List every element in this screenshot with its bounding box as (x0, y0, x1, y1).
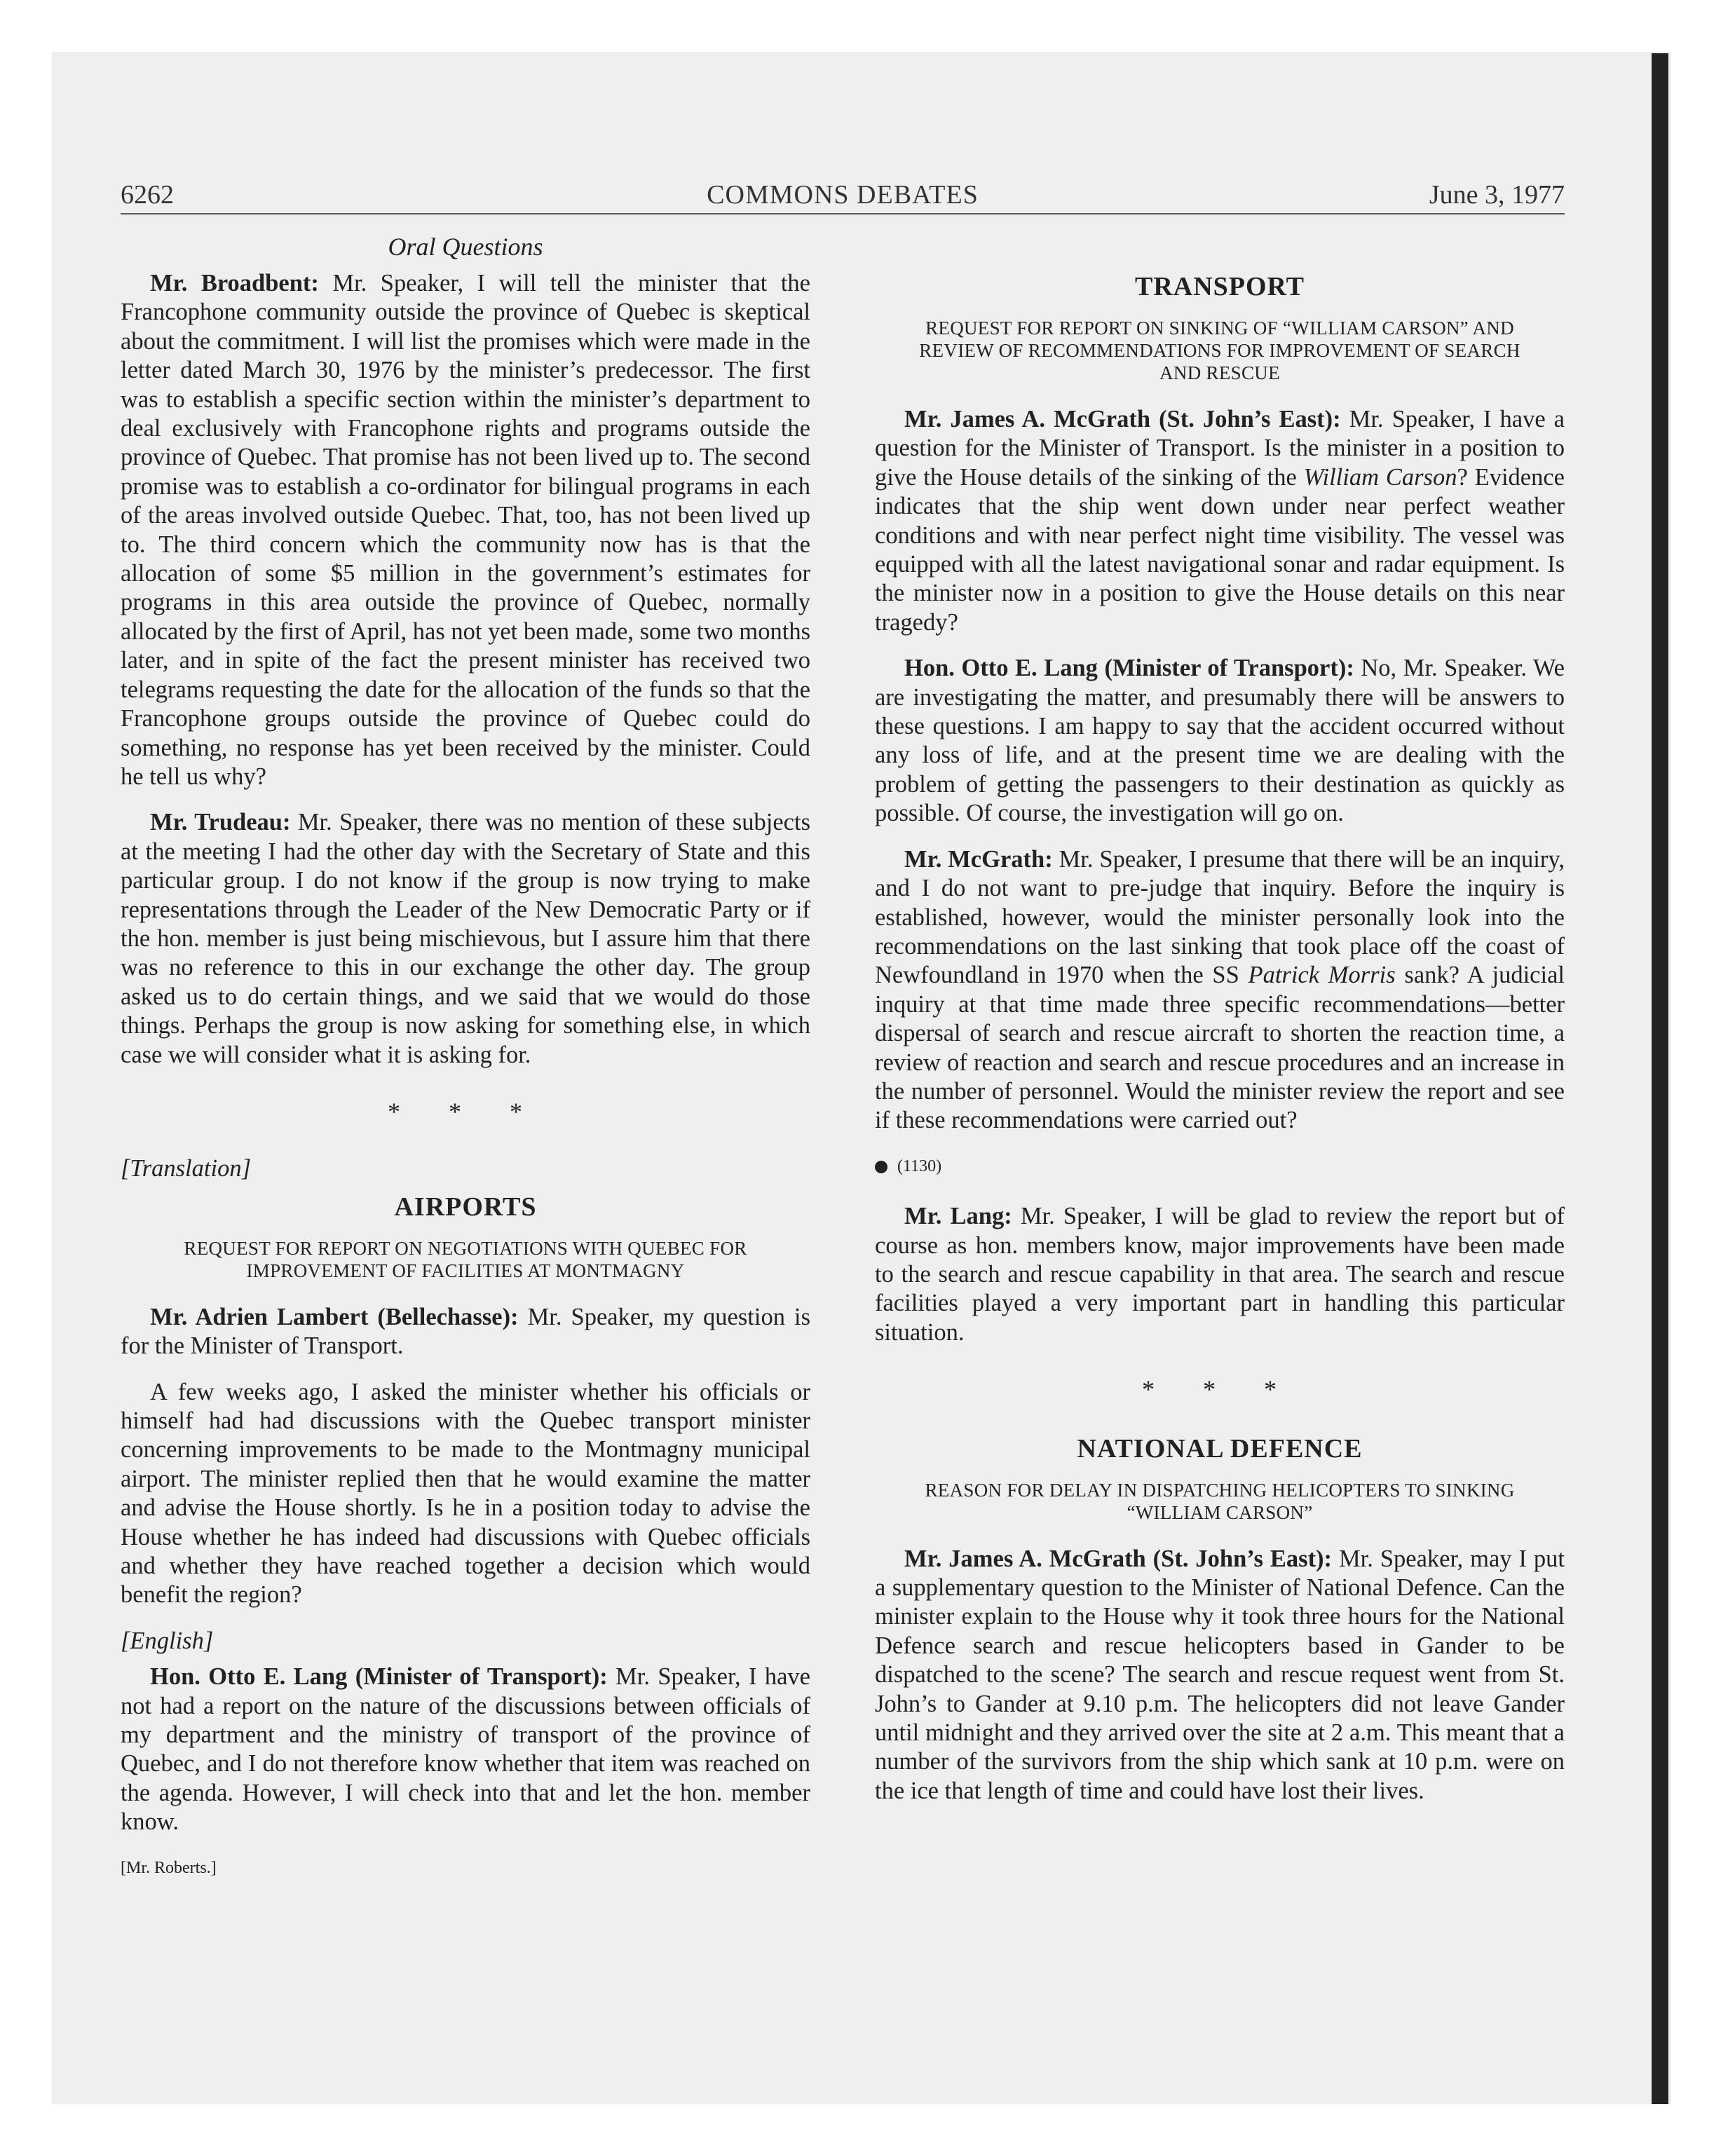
speech-text: sank? A judicial inquiry at that time made three specific recommendations—better dispersal of search and rescue aircraft to shorten the reaction time, a review of reaction and search and rescue procedures and an increase in the number of personnel. Would the minister review the report and see if these recommendations were carried out? (875, 962, 1565, 1134)
speaker-name: Mr. Trudeau: (150, 809, 291, 836)
paragraph (121, 1303, 810, 1361)
language-note: [English] (121, 1627, 214, 1654)
speaker-name: Hon. Otto E. Lang (Minister of Transport): (150, 1663, 608, 1691)
page-number: 6262 (121, 180, 174, 210)
speaker-name: Mr. Adrien Lambert (Bellechasse): (150, 1303, 519, 1330)
speech-text: Mr. Speaker, I have not had a report on the nature of the discussions between officials of my department and the ministry of transport of the province of Quebec, and I do not therefore know whether that item was reached on the agenda. However, I will check into that and let the hon. member know. (121, 1663, 810, 1836)
bullet-dot-icon (875, 1161, 887, 1173)
header-rule (121, 213, 1565, 214)
section-subheading: REQUEST FOR REPORT ON NEGOTIATIONS WITH QUEBEC FOR IMPROVEMENT OF FACILITIES AT MONTMAGNY (184, 1237, 747, 1281)
paragraph (875, 845, 1565, 1135)
paragraph (875, 1202, 1565, 1347)
paragraph (875, 654, 1565, 828)
section-subheading: REASON FOR DELAY IN DISPATCHING HELICOPTERS TO SINKING “WILLIAM CARSON” (925, 1479, 1515, 1523)
page-edge-shadow (1652, 53, 1668, 2104)
speaker-name: Mr. Lang: (904, 1203, 1012, 1230)
ship-name: Patrick Morris (1248, 962, 1396, 989)
speech-text: Mr. Speaker, I have a question for the Minister of Transport. Is the minister in a position to give the House details of the sinking of the (875, 406, 1565, 491)
paragraph (875, 405, 1565, 637)
speech-text: Mr. Speaker, may I put a supplementary question to the Minister of National Defence. Can the minister explain to the House why it took three hours for the National Defence search and rescue helicopters based in Gander to be dispatched to the scene? The search and rescue request went from St. John’s to Gander at 9.10 p.m. The helicopters did not leave Gander until midnight and they arrived over the site at 2 a.m. This meant that a number of the survivors from the ship which sank at 10 p.m. were on the ice that length of time and could have lost their lives. (875, 1545, 1565, 1804)
ship-name: William Carson (1303, 463, 1457, 491)
speech-text: Mr. Speaker, my question is for the Minister of Transport. (121, 1303, 811, 1360)
speech-text: No, Mr. Speaker. We are investigating the matter, and presumably there will be answers to these questions. I am happy to say that the accident occurred without any loss of life, and at the present time we are dealing with the problem of getting the passengers to their destination as quickly as possible. Of course, the investigation will go on. (875, 655, 1565, 827)
section-label: Oral Questions (388, 233, 543, 261)
speech-text: Mr. Speaker, I will be glad to review the report but of course as hon. members know, major improvements have been made to the search and rescue capability in that area. The search and rescue facilities played a very important part in handling this particular situation. (875, 1203, 1565, 1346)
speaker-name: Mr. James A. McGrath (St. John’s East): (904, 406, 1341, 432)
publication-date: June 3, 1977 (1429, 180, 1565, 210)
speech-text: Mr. Speaker, I will tell the minister that the Francophone community outside the province of Quebec is skeptical about the commitment. I will list the promises which were made in the letter dated March 30, 1976 by the minister’s predecessor. The first was to establish a specific section within the minister’s department to deal exclusively with Francophone rights and programs outside the province of Quebec. That promise has not been lived up to. The second promise was to establish a co-ordinator for bilingual programs in each of the areas involved outside Quebec. That, too, has not been lived up to. The third concern which the community now has is that the allocation of some $5 million in the government’s estimates for programs in this area outside the province of Quebec, normally allocated by the first of April, has not yet been made, some two months later, and in spite of the fact the present minister has received two telegrams requesting the date for the allocation of the funds so that the Francophone groups outside the province of Quebec could do something, no response has yet been received by the minister. Could he tell us why? (121, 270, 810, 790)
left-column (121, 231, 810, 1883)
speaker-name: Hon. Otto E. Lang (Minister of Transport): (904, 655, 1354, 682)
publication-title: COMMONS DEBATES (707, 180, 979, 210)
section-divider-stars: * * * (1142, 1375, 1298, 1404)
paragraph (121, 808, 810, 1070)
paragraph: A few weeks ago, I asked the minister whether his officials or himself had had discussions with the Quebec transport minister concerning improvements to be made to the Montmagny municipal airport. The minister replied then that he would examine the matter and advise the House shortly. Is he in a position today to advise the House whether he has indeed had discussions with Quebec officials and whether they have reached together a decision which would benefit the region? (121, 1378, 810, 1609)
timestamp-text: (1130) (897, 1157, 942, 1175)
section-heading: TRANSPORT (1134, 272, 1305, 301)
speech-text: Mr. Speaker, I presume that there will be an inquiry, and I do not want to pre-judge that inquiry. Before the inquiry is established, however, would the minister personally look into the recommendations on the last sinking that took place off the coast of Newfoundland in 1970 when the SS (875, 845, 1565, 989)
section-divider-stars: * * * (388, 1097, 543, 1126)
right-column (875, 231, 1565, 1822)
section-heading: NATIONAL DEFENCE (1077, 1433, 1363, 1464)
speech-text: ? Evidence indicates that the ship went down under near perfect weather conditions and with near perfect night time visibility. The vessel was equipped with all the latest navigational sonar and radar equipment. Is the minister now in a position to give the House details on this near tragedy? (875, 463, 1565, 636)
section-heading: AIRPORTS (394, 1192, 537, 1222)
timestamp (875, 1152, 1565, 1181)
translation-note: [Translation] (121, 1155, 251, 1182)
paragraph (121, 1663, 810, 1836)
section-subheading: REQUEST FOR REPORT ON SINKING OF “WILLIAM CARSON” AND REVIEW OF RECOMMENDATIONS FOR IMPROVEMENT OF SEARCH AND RESCUE (919, 318, 1520, 383)
speech-text: Mr. Speaker, there was no mention of these subjects at the meeting I had the other day with the Secretary of State and this particular group. I do not know if the group is now trying to make representations through the Leader of the New Democratic Party or if the hon. member is just being mischievous, but I assure him that there was no reference to this in our exchange the other day. The group asked us to do certain things, and we said that we would do those things. Perhaps the group is now asking for something else, in which case we will consider what it is asking for. (121, 809, 810, 1068)
paragraph (121, 269, 810, 791)
footnote: [Mr. Roberts.] (121, 1858, 217, 1877)
speaker-name: Mr. McGrath: (904, 845, 1053, 873)
speaker-name: Mr. Broadbent: (150, 270, 319, 296)
speaker-name: Mr. James A. McGrath (St. John’s East): (904, 1545, 1333, 1572)
paragraph (875, 1545, 1565, 1806)
